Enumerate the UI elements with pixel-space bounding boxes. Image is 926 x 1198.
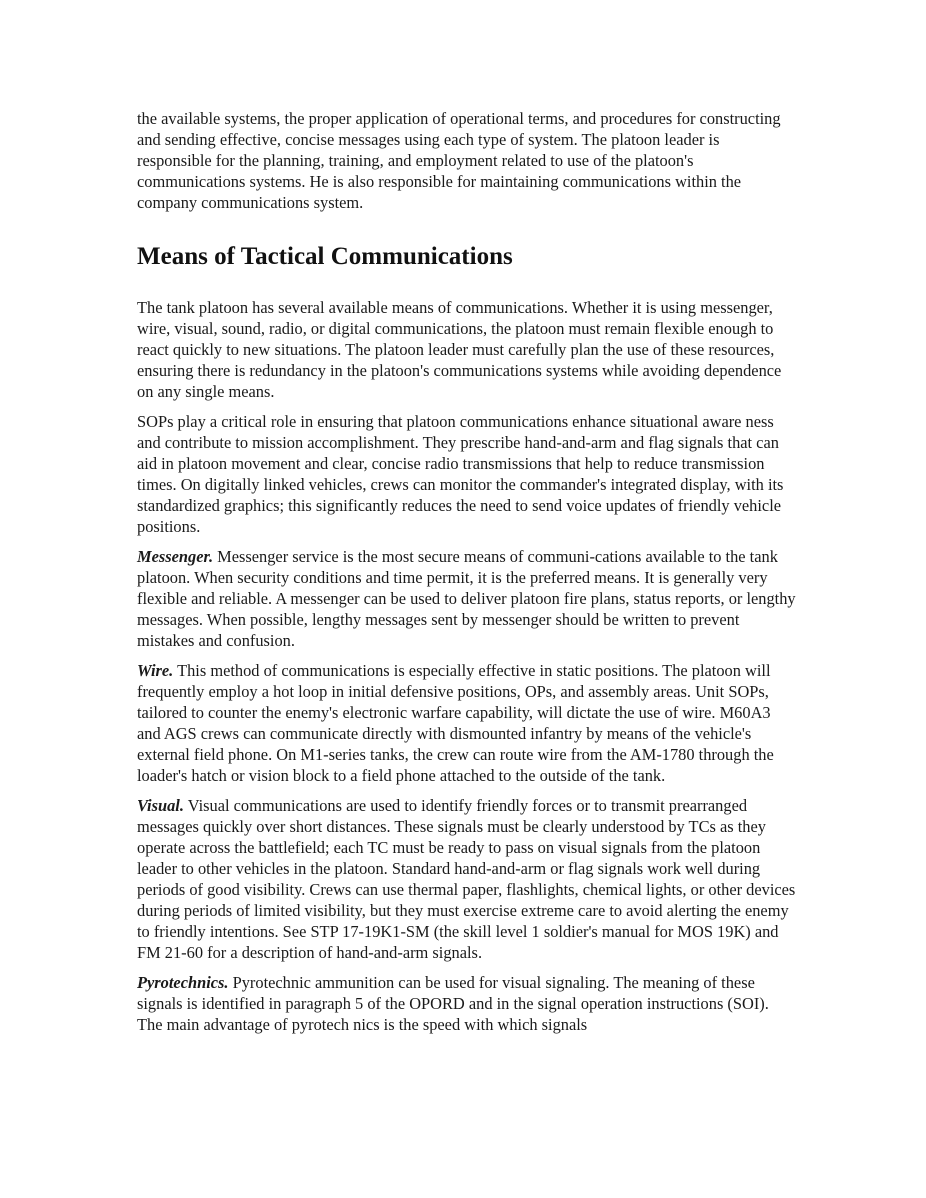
visual-lead: Visual. xyxy=(137,796,184,815)
visual-paragraph xyxy=(137,795,797,963)
wire-lead: Wire. xyxy=(137,661,174,680)
pyrotechnics-text: Pyrotechnic ammunition can be used for visual signaling. The meaning of these signals is identified in paragraph 5 of the OPORD and in the signal operation instructions (SOI). The main advantage of pyrotech nics is the speed with which signals xyxy=(137,973,769,1034)
visual-text: Visual communications are used to identify friendly forces or to transmit prearranged messages quickly over short distances. These signals must be clearly understood by TCs as they operate across the battlefield; each TC must be ready to pass on visual signals from the platoon leader to other vehicles in the platoon. Standard hand-and-arm or flag signals work well during periods of good visibility. Crews can use thermal paper, flashlights, chemical lights, or other devices during periods of limited visibility, but they must exercise extreme care to avoid alerting the enemy to friendly intentions. See STP 17-19K1-SM (the skill level 1 soldier's manual for MOS 19K) and FM 21-60 for a description of hand-and-arm signals. xyxy=(137,796,796,962)
pyrotechnics-lead: Pyrotechnics. xyxy=(137,973,229,992)
intro-paragraph: the available systems, the proper application of operational terms, and procedures for constructing and sending effective, concise messages using each type of system. The platoon leader is responsible for the planning, training, and employment related to use of the platoon's communications systems. He is also responsible for maintaining communications within the company communications system. xyxy=(137,109,781,212)
page-content xyxy=(137,108,797,1044)
wire-text: This method of communications is especially effective in static positions. The platoon will frequently employ a hot loop in initial defensive positions, OPs, and assembly areas. Unit SOPs, tailored to counter the enemy's electronic warfare capability, will dictate the use of wire. M60A3 and AGS crews can communicate directly with dismounted infantry by means of the vehicle's external field phone. On M1-series tanks, the crew can route wire from the AM-1780 through the loader's hatch or vision block to a field phone attached to the outside of the tank. xyxy=(137,661,774,785)
wire-paragraph xyxy=(137,660,797,786)
section-paragraph-2: SOPs play a critical role in ensuring that platoon communications enhance situational aware ness and contribute to mission accomplishment. They prescribe hand-and-arm and flag signals that can aid in platoon movement and clear, concise radio transmissions that help to reduce transmission times. On digitally linked vehicles, crews can monitor the commander's integrated display, with its standardized graphics; this significantly reduces the need to send voice updates of friendly vehicle positions. xyxy=(137,412,784,536)
messenger-text: Messenger service is the most secure means of communi-cations available to the tank platoon. When security conditions and time permit, it is the preferred means. It is generally very flexible and reliable. A messenger can be used to deliver platoon fire plans, status reports, or lengthy messages. When possible, lengthy messages sent by messenger should be written to prevent mistakes and confusion. xyxy=(137,547,796,650)
pyrotechnics-paragraph xyxy=(137,972,797,1035)
section-paragraph-1: The tank platoon has several available means of communications. Whether it is using messenger, wire, visual, sound, radio, or digital communications, the platoon must remain flexible enough to react quickly to new situations. The platoon leader must carefully plan the use of these resources, ensuring there is redundancy in the platoon's communications systems while avoiding dependence on any single means. xyxy=(137,298,782,401)
section-heading: Means of Tactical Communications xyxy=(137,243,513,270)
messenger-lead: Messenger. xyxy=(137,547,214,566)
messenger-paragraph xyxy=(137,546,797,651)
